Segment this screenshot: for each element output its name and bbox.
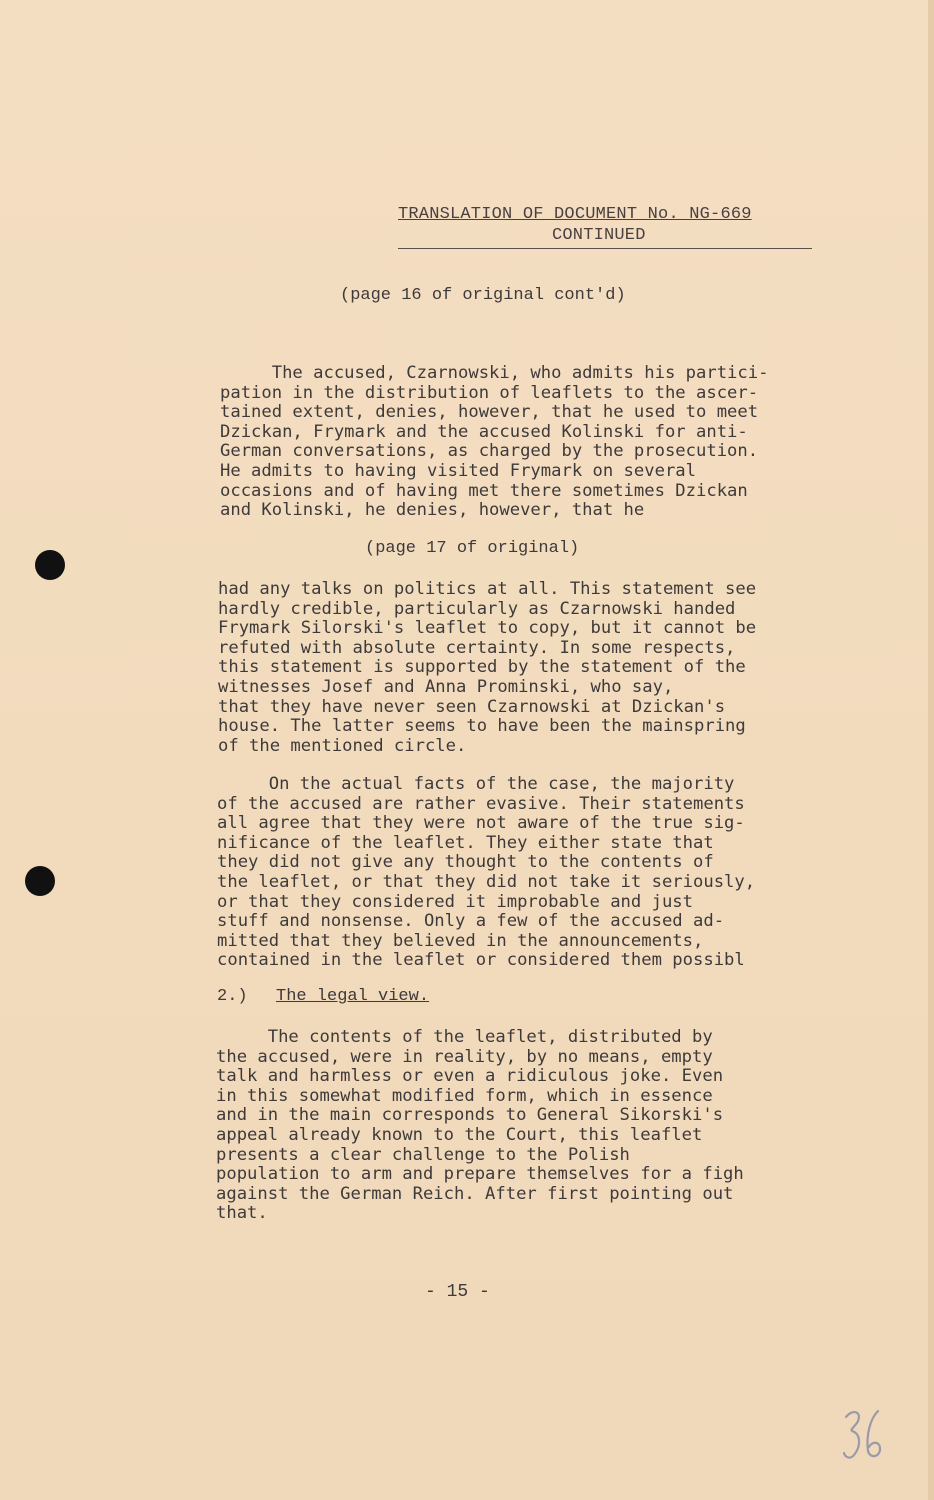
paper-edge xyxy=(928,0,934,1500)
paragraph: On the actual facts of the case, the majority of the accused are rather evasive. Their statements all agree that they were not aware of the true sig- nificance of the leaflet. They either state that they did not give any thought to the contents of the leaflet, or that they did not take it seriously, or that they considered it improbable and just stuff and nonsense. Only a few of the accused ad- mitted that they believed in the announcements, contained in the leaflet or considered them possibl xyxy=(217,774,756,971)
original-page-reference: (page 17 of original) xyxy=(365,539,580,558)
section-title: The legal view. xyxy=(276,987,430,1006)
punch-hole xyxy=(25,866,55,896)
section-number: 2.) xyxy=(217,987,248,1006)
page-number: - 15 - xyxy=(425,1282,490,1302)
paragraph: had any talks on politics at all. This statement see hardly credible, particularly as Czarnowski handed Frymark Silorski's leaflet to copy, but it cannot be refuted with absolute certainty. In some respects, this statement is supported by the statement of the witnesses Josef and Anna Prominski, who say, that they have never seen Czarnowski at Dzickan's house. The latter seems to have been the mainspring of the mentioned circle. xyxy=(218,579,757,756)
original-page-reference: (page 16 of original cont'd) xyxy=(340,286,626,305)
heading-continued: CONTINUED xyxy=(552,226,646,245)
handwritten-page-number xyxy=(840,1405,890,1465)
heading-title: TRANSLATION OF DOCUMENT No. NG-669 xyxy=(398,205,752,224)
heading-underline xyxy=(398,248,812,249)
paragraph: The contents of the leaflet, distributed by the accused, were in reality, by no means, empty talk and harmless or even a ridiculous joke. Even in this somewhat modified form, which in essence and in the main corresponds to General Sikorski's appeal already known to the Court, this leaflet presents a clear challenge to the Polish population to arm and prepare themselves for a figh against the German Reich. After first pointing out that. xyxy=(216,1027,744,1224)
paragraph: The accused, Czarnowski, who admits his partici- pation in the distribution of leaflets to the ascer- tained extent, denies, however, that he used to meet Dzickan, Frymark and the accused Kolinski for anti- German conversations, as charged by the prosecution. He admits to having visited Frymark on several occasions and of having met there sometimes Dzickan and Kolinski, he denies, however, that he xyxy=(220,363,769,521)
punch-hole xyxy=(35,550,65,580)
document-heading xyxy=(398,205,812,245)
